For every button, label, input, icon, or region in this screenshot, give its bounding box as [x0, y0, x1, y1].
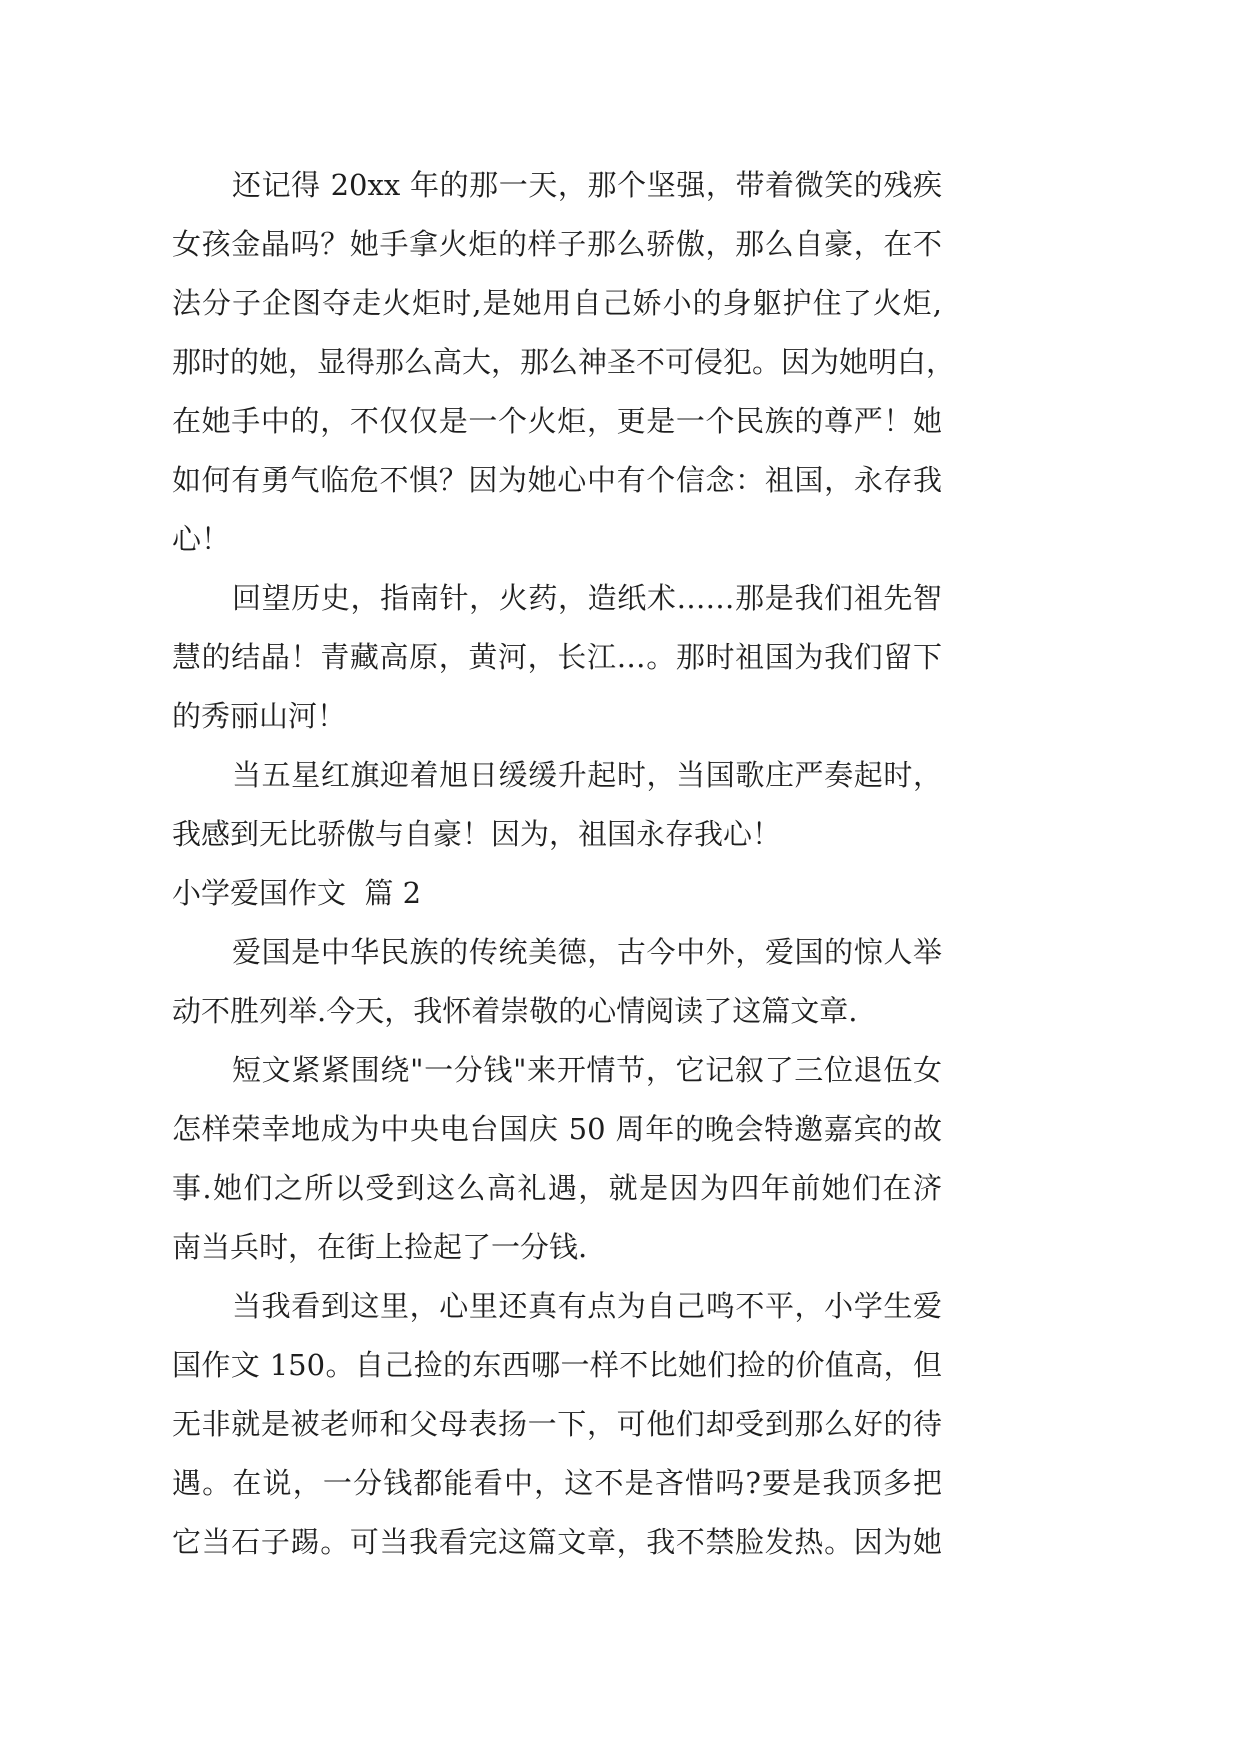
- text-line: 爱国是中华民族的传统美德，古今中外，爱国的惊人举: [232, 935, 942, 969]
- text-line: 事.她们之所以受到这么高礼遇，就是因为四年前她们在济: [172, 1171, 942, 1205]
- section-heading: 小学爱国作文 篇 2: [172, 876, 422, 910]
- text-line: 南当兵时，在街上捡起了一分钱.: [172, 1230, 588, 1264]
- text-line: 心！: [172, 522, 231, 556]
- paragraph: [172, 1041, 942, 1277]
- paragraph: [172, 569, 942, 746]
- text-line: 女孩金晶吗？她手拿火炬的样子那么骄傲，那么自豪，在不: [172, 227, 942, 261]
- text-line: 慧的结晶！青藏高原，黄河，长江…。那时祖国为我们留下: [172, 640, 942, 674]
- text-line: 法分子企图夺走火炬时,是她用自己娇小的身躯护住了火炬,: [172, 286, 942, 320]
- text-line: 我感到无比骄傲与自豪！因为，祖国永存我心！: [172, 817, 782, 851]
- text-line: 怎样荣幸地成为中央电台国庆 50 周年的晚会特邀嘉宾的故: [172, 1112, 942, 1146]
- text-line: 的秀丽山河！: [172, 699, 347, 733]
- paragraph: [172, 923, 942, 1041]
- text-line: 如何有勇气临危不惧？因为她心中有个信念：祖国，永存我: [172, 463, 942, 497]
- text-line: 当五星红旗迎着旭日缓缓升起时，当国歌庄严奏起时，: [232, 758, 942, 792]
- paragraph: [172, 746, 942, 864]
- paragraph: [172, 156, 956, 569]
- text-line: 短文紧紧围绕"一分钱"来开情节，它记叙了三位退伍女: [232, 1053, 942, 1087]
- text-line: 当我看到这里，心里还真有点为自己鸣不平，小学生爱: [232, 1289, 942, 1323]
- text-line: 还记得 20xx 年的那一天，那个坚强，带着微笑的残疾: [232, 168, 942, 202]
- text-line: 国作文 150。自己捡的东西哪一样不比她们捡的价值高，但: [172, 1348, 942, 1382]
- text-line: 无非就是被老师和父母表扬一下，可他们却受到那么好的待: [172, 1407, 942, 1441]
- text-line: 那时的她，显得那么高大，那么神圣不可侵犯。因为她明白，: [172, 345, 956, 379]
- paragraph: [172, 1277, 942, 1572]
- text-line: 在她手中的，不仅仅是一个火炬，更是一个民族的尊严！她: [172, 404, 942, 438]
- text-line: 回望历史，指南针，火药，造纸术……那是我们祖先智: [232, 581, 942, 615]
- text-line: 遇。在说，一分钱都能看中，这不是吝惜吗?要是我顶多把: [172, 1466, 942, 1500]
- text-line: 动不胜列举.今天，我怀着崇敬的心情阅读了这篇文章.: [172, 994, 858, 1028]
- document-body: [172, 156, 956, 1572]
- text-line: 它当石子踢。可当我看完这篇文章，我不禁脸发热。因为她: [172, 1525, 942, 1559]
